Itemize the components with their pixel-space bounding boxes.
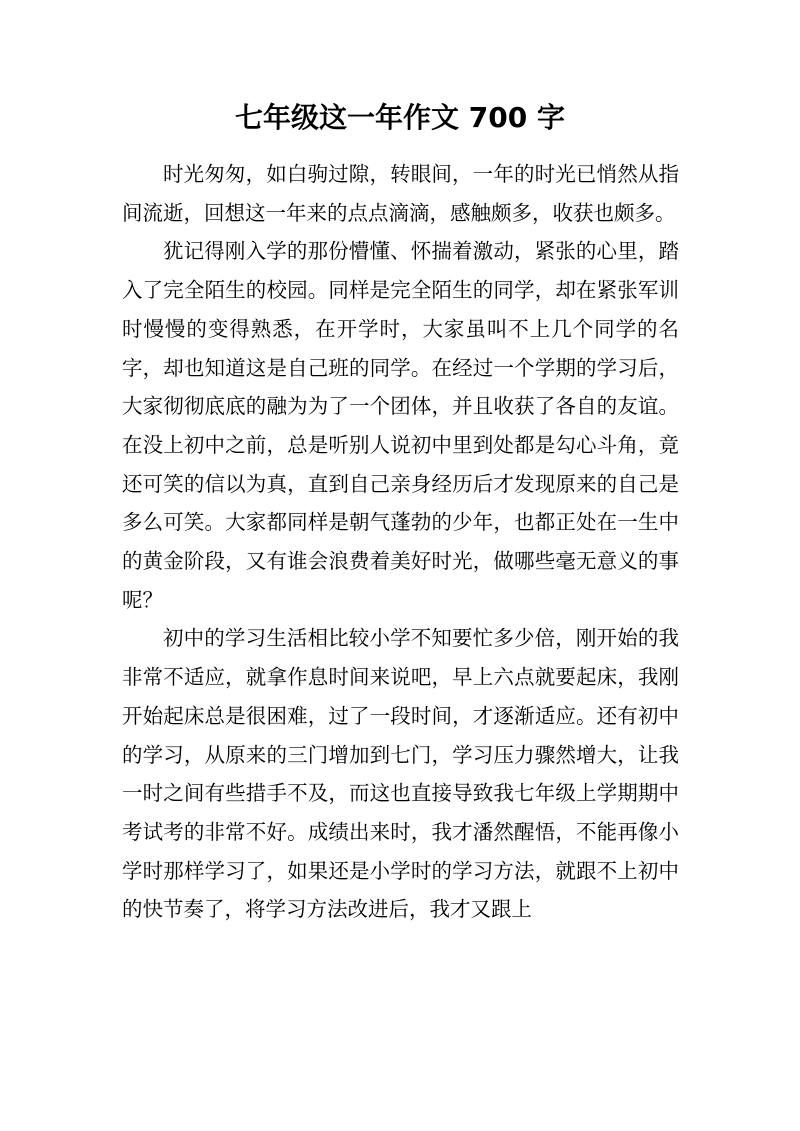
paragraph-2: 犹记得刚入学的那份懵懂、怀揣着激动，紧张的心里，踏入了完全陌生的校园。同样是完全陌生的同学，却在紧张军训时慢慢的变得熟悉，在开学时，大家虽叫不上几个同学的名字，却也知道这是自己班的同学。在经过一个学期的学习后，大家彻彻底底的融为为了一个团体，并且收获了各自的友谊。在没上初中之前，总是听别人说初中里到处都是勾心斗角，竟还可笑的信以为真，直到自己亲身经历后才发现原来的自己是多么可笑。大家都同样是朝气蓬勃的少年，也都正处在一生中的黄金阶段，又有谁会浪费着美好时光，做哪些毫无意义的事呢？: [122, 239, 679, 612]
paragraph-3: 初中的学习生活相比较小学不知要忙多少倍，刚开始的我非常不适应，就拿作息时间来说吧，早上六点就要起床，我刚开始起床总是很困难，过了一段时间，才逐渐适应。还有初中的学习，从原来的三门增加到七门，学习压力骤然增大，让我一时之间有些措手不及，而这也直接导致我七年级上学期期中考试考的非常不好。成绩出来时，我才潘然醒悟，不能再像小学时那样学习了，如果还是小学时的学习方法，就跟不上初中的快节奏了，将学习方法改进后，我才又跟上: [122, 626, 679, 922]
document-body: [122, 155, 679, 929]
paragraph-1: 时光匆匆，如白驹过隙，转眼间，一年的时光已悄然从指间流逝，回想这一年来的点点滴滴，感触颇多，收获也颇多。: [122, 162, 679, 225]
document-title: 七年级这一年作文 700 字: [235, 101, 565, 134]
